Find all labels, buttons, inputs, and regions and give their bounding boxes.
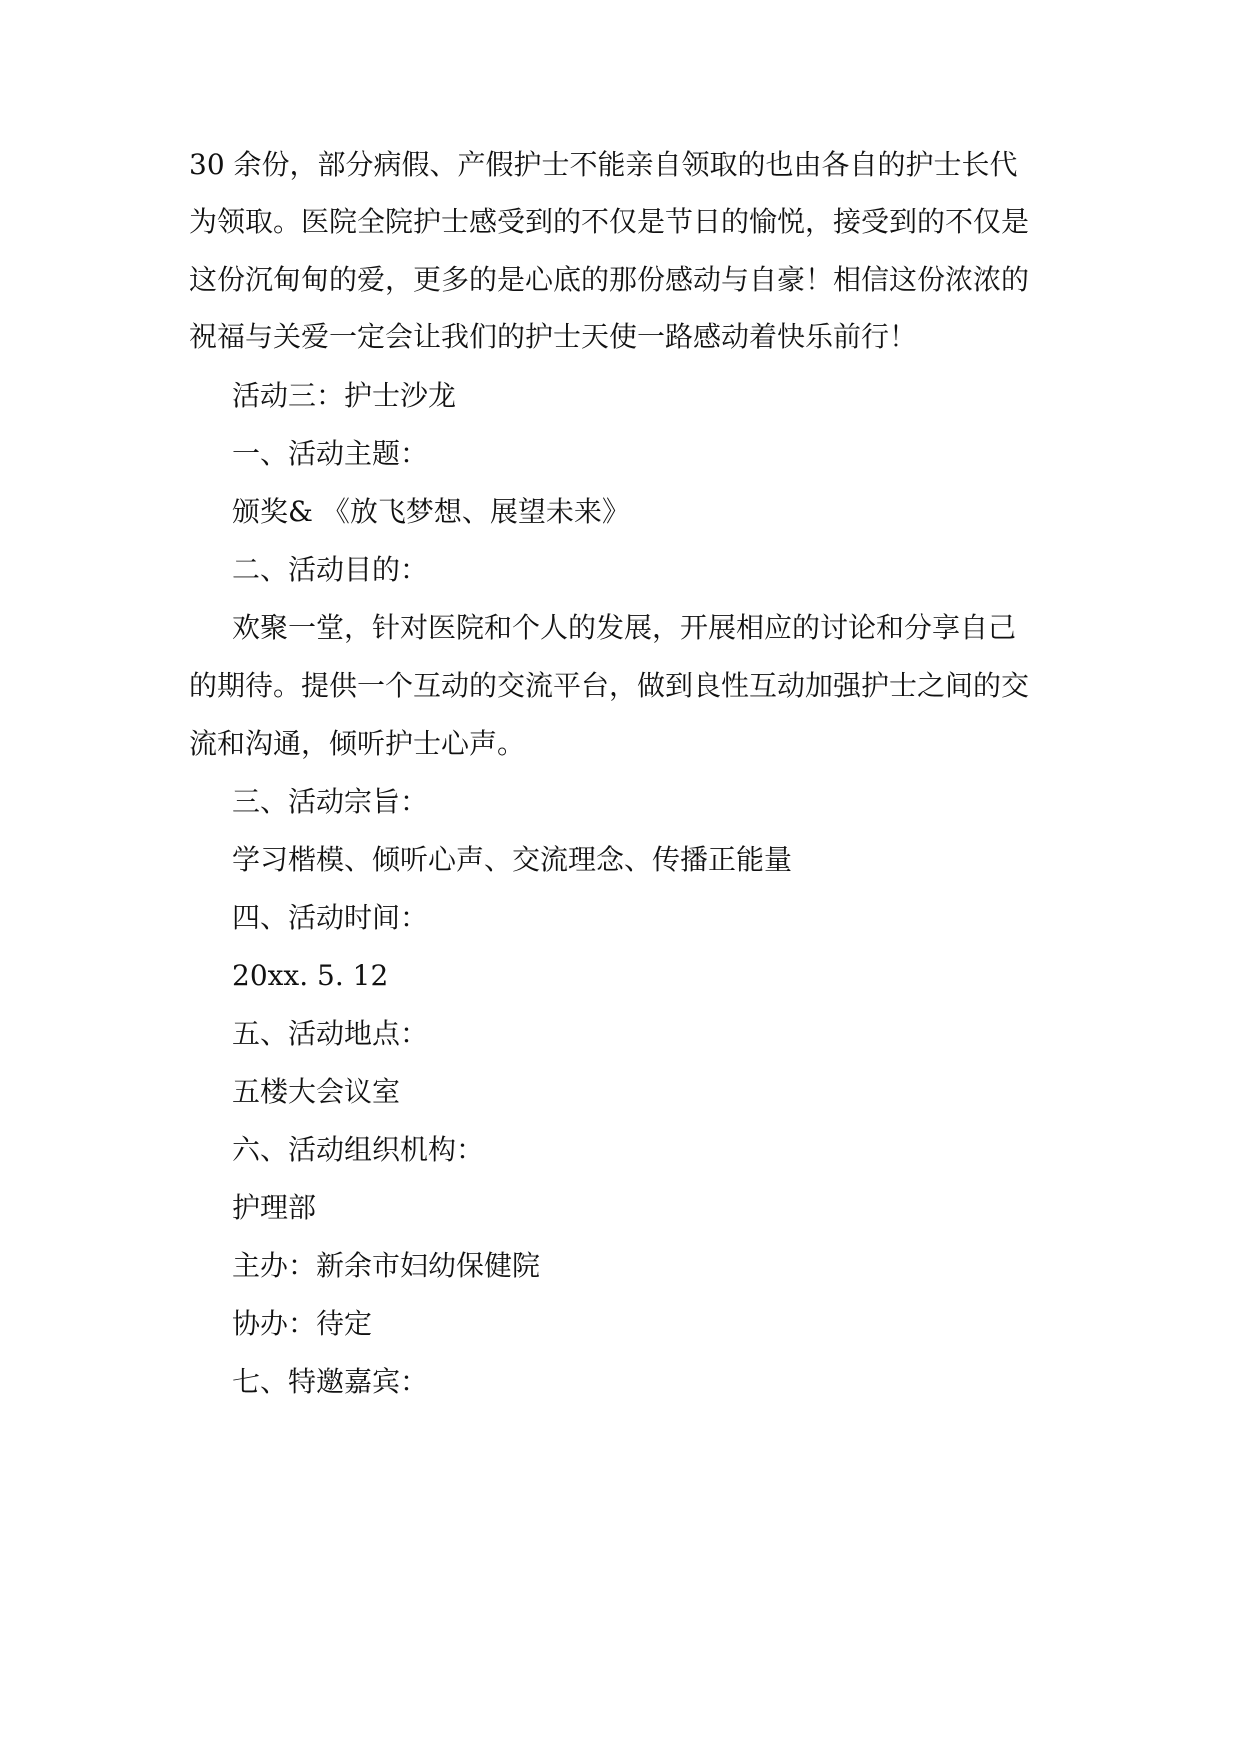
location-heading: 五、活动地点： bbox=[232, 1017, 429, 1050]
paragraph-line: 祝福与关爱一定会让我们的护士天使一路感动着快乐前行！ bbox=[189, 320, 918, 353]
paragraph-line: 的期待。提供一个互动的交流平台，做到良性互动加强护士之间的交 bbox=[189, 669, 1030, 702]
paragraph-line: 欢聚一堂，针对医院和个人的发展，开展相应的讨论和分享自己 bbox=[232, 611, 1017, 644]
location-text: 五楼大会议室 bbox=[232, 1075, 401, 1108]
theme-heading: 一、活动主题： bbox=[232, 437, 429, 470]
purpose-heading: 二、活动目的： bbox=[232, 553, 429, 586]
organization-dept: 护理部 bbox=[232, 1191, 317, 1224]
document-body bbox=[189, 0, 1065, 1754]
co-host-text: 协办：待定 bbox=[232, 1307, 373, 1340]
tenet-heading: 三、活动宗旨： bbox=[232, 785, 429, 818]
organization-heading: 六、活动组织机构： bbox=[232, 1133, 485, 1166]
paragraph-line: 为领取。医院全院护士感受到的不仅是节日的愉悦，接受到的不仅是 bbox=[189, 205, 1030, 238]
paragraph-line: 这份沉甸甸的爱，更多的是心底的那份感动与自豪！相信这份浓浓的 bbox=[189, 263, 1030, 296]
guests-heading: 七、特邀嘉宾： bbox=[232, 1365, 429, 1398]
activity-title: 活动三：护士沙龙 bbox=[232, 379, 457, 412]
paragraph-line: 流和沟通，倾听护士心声。 bbox=[189, 727, 526, 760]
time-heading: 四、活动时间： bbox=[232, 901, 429, 934]
host-text: 主办：新余市妇幼保健院 bbox=[232, 1249, 541, 1282]
tenet-text: 学习楷模、倾听心声、交流理念、传播正能量 bbox=[232, 843, 793, 876]
time-text: 20xx. 5. 12 bbox=[232, 959, 389, 992]
theme-text: 颁奖& 《放飞梦想、展望未来》 bbox=[232, 495, 630, 528]
paragraph-line: 30 余份，部分病假、产假护士不能亲自领取的也由各自的护士长代 bbox=[189, 148, 1018, 181]
